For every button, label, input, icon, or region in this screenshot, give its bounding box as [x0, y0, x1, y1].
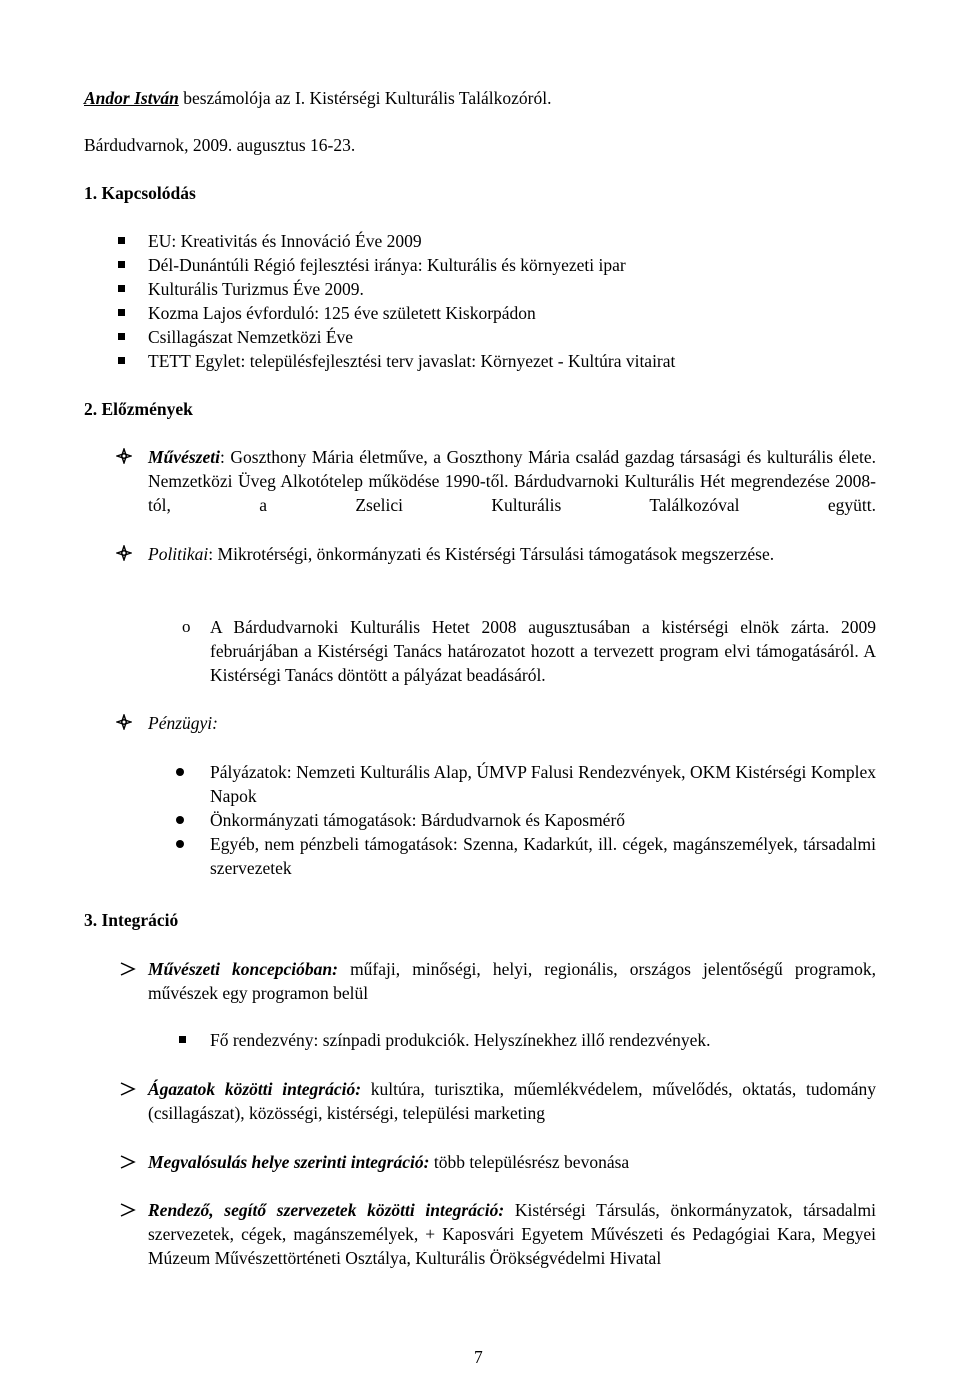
- integration-label: Rendező, segítő szervezetek közötti integráció:: [148, 1200, 505, 1220]
- list-item: EU: Kreativitás és Innováció Éve 2009: [148, 231, 422, 251]
- integration-label: Ágazatok közötti integráció:: [148, 1079, 362, 1099]
- integration-item: [148, 957, 876, 1005]
- integration-sub-item: Fő rendezvény: színpadi produkciók. Helyszínekhez illő rendezvények.: [210, 1030, 711, 1050]
- integration-text: kultúra, turisztika, műemlékvédelem, művelődés, oktatás, tudomány (csillagászat), közösségi, kistérségi, települési marketing: [148, 1079, 877, 1123]
- penzugyi-item: Pályázatok: Nemzeti Kulturális Alap, ÚMVP Falusi Rendezvények, OKM Kistérségi Komplex Napok: [210, 762, 876, 806]
- muveszeti-text: : Goszthony Mária életműve, a Goszthony Mária család gazdag társasági és kulturális élete. Nemzetközi Üveg Alkotótelep működése 1990-től. Bárdudvarnoki Kulturális Hét megrendezése 2008-tól, a Zselici Kulturális Találkozóval együtt.: [148, 447, 876, 515]
- penzugyi-label: Pénzügyi:: [148, 713, 218, 733]
- title-text: beszámolója az I. Kistérségi Kulturális Találkozóról.: [183, 88, 552, 108]
- square-bullet-icon: [118, 357, 125, 364]
- politikai-text: : Mikrotérségi, önkormányzati és Kistérségi Társulási támogatások megszerzése.: [208, 544, 775, 564]
- section-2-heading: 2. Előzmények: [84, 399, 193, 419]
- section-1-heading: 1. Kapcsolódás: [84, 183, 196, 203]
- list-item: Kozma Lajos évforduló: 125 éve született Kiskorpádon: [148, 303, 536, 323]
- integration-text: műfaji, minőségi, helyi, regionális, országos jelentőségű programok, művészek egy programon belül: [148, 959, 876, 1003]
- list-item: Csillagászat Nemzetközi Éve: [148, 327, 354, 347]
- arrow-bullet-icon: [120, 1082, 136, 1096]
- square-bullet-icon: [118, 261, 125, 268]
- place-date: Bárdudvarnok, 2009. augusztus 16-23.: [84, 135, 356, 155]
- arrow-bullet-icon: [120, 1203, 136, 1217]
- muveszeti-label: Művészeti: [148, 447, 220, 467]
- circle-bullet-icon: o: [182, 617, 191, 636]
- integration-item: [148, 1077, 876, 1125]
- dot-bullet-icon: [176, 768, 184, 776]
- list-item: Kulturális Turizmus Éve 2009.: [148, 279, 364, 299]
- page-number: 7: [474, 1347, 483, 1367]
- integration-text: Kistérségi Társulás, önkormányzatok, társadalmi szervezetek, cégek, magánszemélyek, + Kaposvári Egyetem Művészeti és Pedagógiai Kara, Megyei Múzeum Művészettörténeti Osztálya, Kulturális Örökségvédelmi Hivatal: [148, 1200, 876, 1268]
- square-bullet-icon: [179, 1036, 186, 1043]
- integration-label: Művészeti koncepcióban:: [148, 959, 338, 979]
- penzugyi-item: Önkormányzati támogatások: Bárdudvarnok és Kaposmérő: [210, 810, 626, 830]
- arrow-bullet-icon: [120, 1155, 136, 1169]
- diamond-bullet-icon: [116, 448, 132, 464]
- diamond-bullet-icon: [116, 545, 132, 561]
- dot-bullet-icon: [176, 840, 184, 848]
- integration-text: több településrész bevonása: [429, 1152, 630, 1172]
- dot-bullet-icon: [176, 816, 184, 824]
- list-item: Dél-Dunántúli Régió fejlesztési iránya: Kulturális és környezeti ipar: [148, 255, 626, 275]
- section-3-heading: 3. Integráció: [84, 910, 179, 930]
- integration-label: Megvalósulás helye szerinti integráció:: [148, 1152, 430, 1172]
- square-bullet-icon: [118, 285, 125, 292]
- politikai-paragraph: [148, 542, 876, 566]
- politikai-sub-item: A Bárdudvarnoki Kulturális Hetet 2008 augusztusában a kistérségi elnök zárta. 2009 februárjában a Kistérségi Tanács határozatot hozott a tervezett program elvi támogatásáról. A Kistérségi Tanács döntött a pályázat beadásáról.: [210, 617, 876, 685]
- report-title: [84, 86, 551, 110]
- integration-item: [148, 1150, 876, 1174]
- list-item: TETT Egylet: településfejlesztési terv javaslat: Környezet - Kultúra vitairat: [148, 351, 676, 371]
- square-bullet-icon: [118, 237, 125, 244]
- muveszeti-paragraph: [148, 445, 876, 517]
- politikai-label: Politikai: [148, 544, 209, 564]
- penzugyi-item: Egyéb, nem pénzbeli támogatások: Szenna, Kadarkút, ill. cégek, magánszemélyek, társadalmi szervezetek: [210, 834, 876, 878]
- integration-item: [148, 1198, 876, 1270]
- arrow-bullet-icon: [120, 962, 136, 976]
- square-bullet-icon: [118, 333, 125, 340]
- square-bullet-icon: [118, 309, 125, 316]
- diamond-bullet-icon: [116, 714, 132, 730]
- author-name: Andor István: [84, 88, 179, 108]
